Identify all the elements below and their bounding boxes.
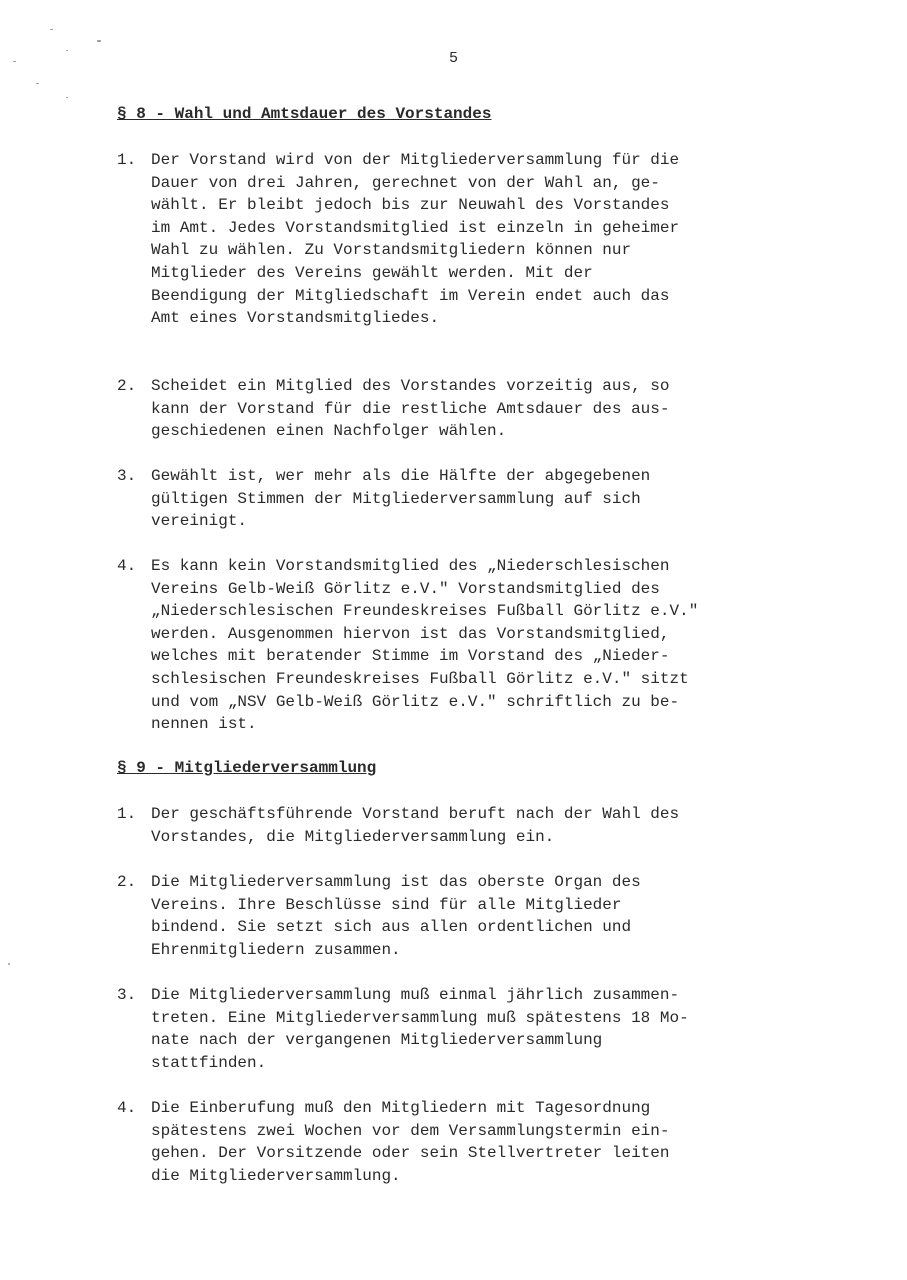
text-line: Vorstandes, die Mitgliederversammlung ein. (151, 827, 555, 846)
section-9-item-3 (117, 984, 777, 1074)
text-line: Gewählt ist, wer mehr als die Hälfte der abgegebenen (151, 467, 651, 485)
section-9-item-4 (117, 1097, 777, 1187)
item-number: 3. (117, 467, 137, 485)
text-line: im Amt. Jedes Vorstandsmitglied ist einzeln in geheimer (151, 218, 680, 237)
section-heading-9: § 9 - Mitgliederversammlung (117, 759, 377, 777)
text-line: nate nach der vergangenen Mitgliederversammlung (151, 1031, 603, 1050)
scan-speck (97, 40, 101, 42)
scan-speck (8, 963, 10, 965)
item-text (151, 803, 777, 848)
text-line: Amt eines Vorstandsmitgliedes. (151, 309, 440, 328)
scan-speck (36, 83, 39, 84)
text-line: die Mitgliederversammlung. (151, 1166, 401, 1185)
section-8-item-4 (117, 555, 777, 736)
text-line: Ehrenmitgliedern zusammen. (151, 940, 401, 959)
section-9-item-1 (117, 803, 777, 848)
section-heading-8: § 8 - Wahl und Amtsdauer des Vorstandes (117, 105, 492, 123)
text-line: welches mit beratender Stimme im Vorstand des „Nieder- (151, 647, 670, 666)
item-text (151, 1097, 777, 1187)
text-line: Der Vorstand wird von der Mitgliederversammlung für die (151, 151, 680, 169)
item-number: 2. (117, 377, 137, 395)
text-line: Vereins Gelb-Weiß Görlitz e.V." Vorstandsmitglied des (151, 579, 660, 598)
item-number: 4. (117, 1099, 137, 1117)
text-line: stattfinden. (151, 1053, 267, 1072)
text-line: Dauer von drei Jahren, gerechnet von der Wahl an, ge- (151, 173, 660, 192)
text-line: Die Einberufung muß den Mitgliedern mit Tagesordnung (151, 1099, 651, 1117)
section-8-item-1 (117, 149, 777, 330)
text-line: Vereins. Ihre Beschlüsse sind für alle Mitglieder (151, 895, 622, 914)
item-number: 1. (117, 805, 137, 823)
text-line: vereinigt. (151, 512, 248, 531)
text-line: „Niederschlesischen Freundeskreises Fußball Görlitz e.V." (151, 602, 699, 621)
item-number: 2. (117, 873, 137, 891)
text-line: wählt. Er bleibt jedoch bis zur Neuwahl des Vorstandes (151, 196, 670, 215)
text-line: treten. Eine Mitgliederversammlung muß spätestens 18 Mo- (151, 1008, 689, 1027)
text-line: Mitglieder des Vereins gewählt werden. Mit der (151, 263, 593, 282)
item-text (151, 555, 777, 736)
item-number: 4. (117, 557, 137, 575)
item-text (151, 375, 777, 443)
text-line: kann der Vorstand für die restliche Amtsdauer des aus- (151, 399, 670, 418)
item-number: 3. (117, 986, 137, 1004)
section-8-item-2 (117, 375, 777, 443)
text-line: Scheidet ein Mitglied des Vorstandes vorzeitig aus, so (151, 377, 670, 395)
text-line: Es kann kein Vorstandsmitglied des „Niederschlesischen (151, 557, 670, 575)
scan-speck (66, 97, 68, 98)
item-number: 1. (117, 151, 137, 169)
scan-speck (50, 29, 53, 30)
section-8-item-3 (117, 465, 777, 533)
text-line: Beendigung der Mitgliedschaft im Verein endet auch das (151, 286, 670, 305)
text-line: Die Mitgliederversammlung ist das oberste Organ des (151, 873, 641, 891)
item-text (151, 149, 777, 330)
text-line: nennen ist. (151, 715, 257, 734)
item-text (151, 871, 777, 961)
text-line: schlesischen Freundeskreises Fußball Görlitz e.V." sitzt (151, 669, 689, 688)
text-line: spätestens zwei Wochen vor dem Versammlungstermin ein- (151, 1121, 670, 1140)
text-line: werden. Ausgenommen hiervon ist das Vorstandsmitglied, (151, 624, 670, 643)
item-text (151, 465, 777, 533)
text-line: Der geschäftsführende Vorstand beruft nach der Wahl des (151, 805, 680, 823)
page-number: 5 (448, 50, 458, 67)
text-line: geschiedenen einen Nachfolger wählen. (151, 422, 507, 441)
text-line: gehen. Der Vorsitzende oder sein Stellvertreter leiten (151, 1144, 670, 1163)
text-line: Wahl zu wählen. Zu Vorstandsmitgliedern können nur (151, 241, 632, 260)
item-text (151, 984, 777, 1074)
text-line: Die Mitgliederversammlung muß einmal jährlich zusammen- (151, 986, 680, 1004)
text-line: bindend. Sie setzt sich aus allen ordentlichen und (151, 918, 632, 937)
text-line: und vom „NSV Gelb-Weiß Görlitz e.V." schriftlich zu be- (151, 692, 680, 711)
section-9-item-2 (117, 871, 777, 961)
text-line: gültigen Stimmen der Mitgliederversammlung auf sich (151, 489, 641, 508)
